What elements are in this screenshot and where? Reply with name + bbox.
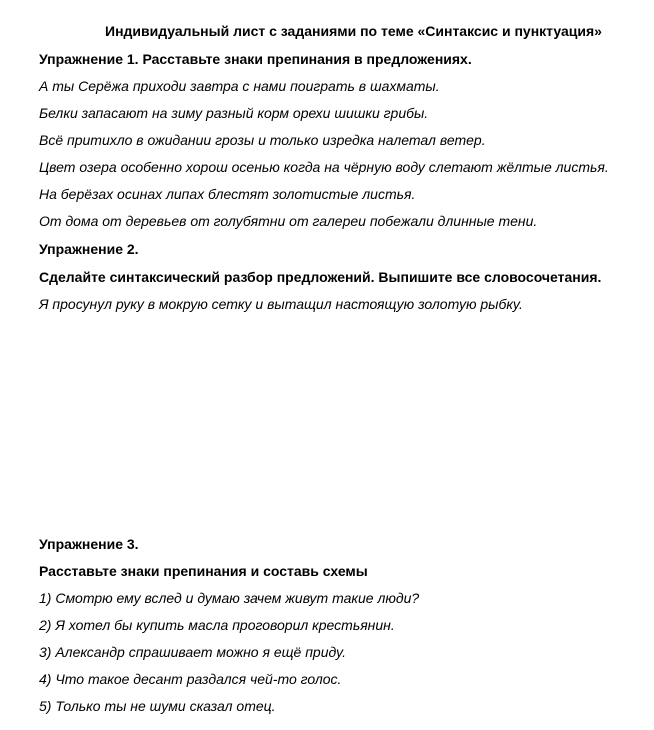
exercise-3-sentence-3: 3) Александр спрашивает можно я ещё приду.: [39, 644, 347, 660]
exercise-3-sentence-1: 1) Смотрю ему вслед и думаю зачем живут такие люди?: [39, 590, 420, 606]
exercise-1-sentence-1: А ты Серёжа приходи завтра с нами поиграть в шахматы.: [39, 78, 440, 94]
exercise-3-sentence-2: 2) Я хотел бы купить масла проговорил крестьянин.: [39, 617, 395, 633]
exercise-2-heading: Упражнение 2.: [39, 241, 139, 257]
exercise-1-sentence-3: Всё притихло в ожидании грозы и только изредка налетал ветер.: [39, 132, 486, 148]
exercise-1-sentence-4: Цвет озера особенно хорош осенью когда на чёрную воду слетают жёлтые листья.: [39, 159, 609, 175]
exercise-1-sentence-5: На берёзах осинах липах блестят золотистые листья.: [39, 186, 416, 202]
worksheet-title: Индивидуальный лист с заданиями по теме «Синтаксис и пунктуация»: [105, 23, 602, 39]
exercise-3-sentence-5: 5) Только ты не шуми сказал отец.: [39, 698, 276, 714]
exercise-1-sentence-2: Белки запасают на зиму разный корм орехи шишки грибы.: [39, 105, 429, 121]
exercise-3-sentence-4: 4) Что такое десант раздался чей-то голос.: [39, 671, 342, 687]
exercise-3-heading: Упражнение 3.: [39, 536, 139, 552]
exercise-1-sentence-6: От дома от деревьев от голубятни от галереи побежали длинные тени.: [39, 213, 538, 229]
exercise-1-heading: Упражнение 1. Расставьте знаки препинания в предложениях.: [39, 51, 472, 67]
exercise-2-sentence-1: Я просунул руку в мокрую сетку и вытащил настоящую золотую рыбку.: [39, 296, 523, 312]
exercise-2-task: Сделайте синтаксический разбор предложений. Выпишите все словосочетания.: [39, 269, 602, 285]
exercise-3-task: Расставьте знаки препинания и составь схемы: [39, 563, 368, 579]
